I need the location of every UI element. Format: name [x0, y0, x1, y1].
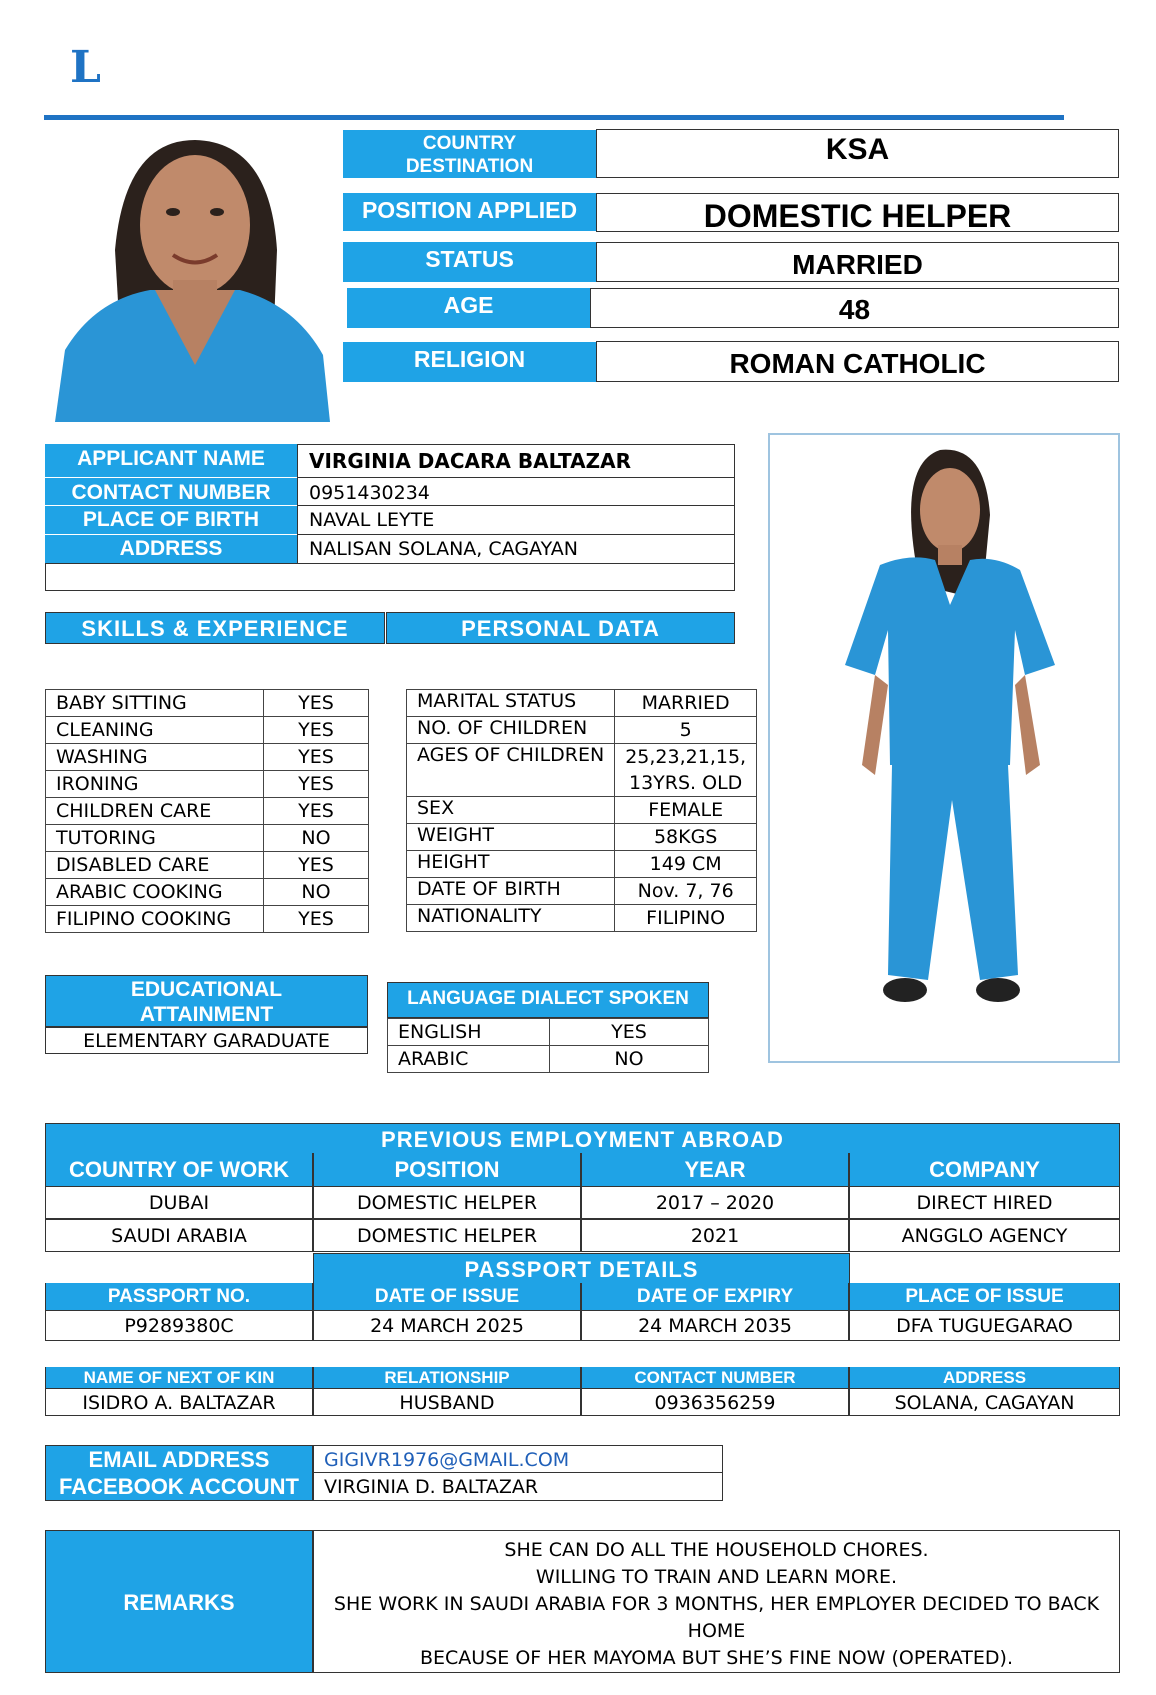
position-applied-label: POSITION APPLIED: [343, 193, 596, 231]
remarks-line: WILLING TO TRAIN AND LEARN MORE.: [535, 1566, 898, 1588]
personal-row: [407, 905, 757, 932]
skill-value: YES: [264, 906, 369, 933]
personal-data-table: [406, 689, 757, 932]
employment-header-cell: COMPANY: [849, 1153, 1120, 1186]
skill-row: [46, 771, 369, 798]
passport-header-cell: DATE OF EXPIRY: [581, 1283, 849, 1310]
kin-cell: SOLANA, CAGAYAN: [849, 1388, 1120, 1416]
personal-label-text: DATE OF BIRTH: [417, 878, 561, 900]
skill-name: CLEANING: [46, 717, 264, 744]
religion-label: RELIGION: [343, 342, 596, 382]
address-label: ADDRESS: [45, 535, 297, 563]
employment-cell: 2017 – 2020: [581, 1186, 849, 1219]
personal-row: [407, 878, 757, 905]
language-value: NO: [550, 1046, 709, 1073]
personal-row: [407, 717, 757, 744]
facebook-label: FACEBOOK ACCOUNT: [45, 1473, 313, 1501]
skill-row: [46, 798, 369, 825]
country-destination-value: KSA: [596, 129, 1119, 178]
passport-cell: P9289380C: [45, 1310, 313, 1341]
skill-name: ARABIC COOKING: [46, 879, 264, 906]
personal-label: [407, 905, 615, 932]
personal-label: [407, 717, 615, 744]
remarks-label: REMARKS: [45, 1530, 313, 1673]
headshot-photo: [55, 130, 330, 422]
skill-row: [46, 879, 369, 906]
language-name: ARABIC: [388, 1046, 550, 1073]
applicant-empty-row: [45, 563, 735, 591]
personal-row: [407, 690, 757, 717]
employment-header-cell: POSITION: [313, 1153, 581, 1186]
employment-cell: SAUDI ARABIA: [45, 1219, 313, 1252]
personal-label: [407, 878, 615, 905]
country-destination-label: COUNTRY DESTINATION: [343, 130, 596, 178]
employment-cell: DUBAI: [45, 1186, 313, 1219]
kin-header-cell: RELATIONSHIP: [313, 1367, 581, 1388]
skill-value: YES: [264, 717, 369, 744]
employment-header-cell: YEAR: [581, 1153, 849, 1186]
education-title-1: EDUCATIONAL: [130, 978, 283, 1001]
personal-label: [407, 824, 615, 851]
skill-row: [46, 690, 369, 717]
passport-header-cell: DATE OF ISSUE: [313, 1283, 581, 1310]
skill-name: DISABLED CARE: [46, 852, 264, 879]
header-rule: [44, 115, 1064, 120]
personal-label-text: WEIGHT: [417, 824, 495, 846]
skill-name: IRONING: [46, 771, 264, 798]
passport-headers: [45, 1283, 1120, 1310]
place-of-birth-label: PLACE OF BIRTH: [45, 506, 297, 534]
personal-value-text: 25,23,21,15,: [625, 746, 747, 768]
personal-value: [615, 905, 757, 932]
personal-value: [615, 824, 757, 851]
row-divider: [297, 534, 735, 535]
employment-cell: DOMESTIC HELPER: [313, 1219, 581, 1252]
skills-section-header: SKILLS & EXPERIENCE: [45, 612, 385, 644]
passport-title: PASSPORT DETAILS: [313, 1253, 850, 1283]
kin-cell: HUSBAND: [313, 1388, 581, 1416]
email-label: EMAIL ADDRESS: [45, 1445, 313, 1473]
employment-header-cell: COUNTRY OF WORK: [45, 1153, 313, 1186]
skill-value: NO: [264, 825, 369, 852]
language-table: [387, 1018, 709, 1073]
skill-value: YES: [264, 744, 369, 771]
age-value: 48: [590, 288, 1119, 328]
skill-row: [46, 744, 369, 771]
passport-header-cell: PLACE OF ISSUE: [849, 1283, 1120, 1310]
personal-label: [407, 690, 615, 717]
language-row: [388, 1019, 709, 1046]
personal-label: [407, 744, 615, 797]
language-row: [388, 1046, 709, 1073]
personal-label-text: NO. OF CHILDREN: [417, 717, 588, 739]
passport-header-cell: PASSPORT NO.: [45, 1283, 313, 1310]
personal-value: [615, 878, 757, 905]
skill-row: [46, 717, 369, 744]
personal-value-text: FEMALE: [648, 799, 724, 821]
age-label: AGE: [347, 288, 590, 328]
skill-value: YES: [264, 690, 369, 717]
skill-name: BABY SITTING: [46, 690, 264, 717]
applicant-name-value: VIRGINIA DACARA BALTAZAR: [309, 449, 631, 473]
position-applied-value: DOMESTIC HELPER: [596, 193, 1119, 232]
skill-row: [46, 825, 369, 852]
religion-value: ROMAN CATHOLIC: [596, 341, 1119, 382]
personal-value-text: 149 CM: [649, 853, 722, 875]
remarks-text: [313, 1530, 1120, 1673]
employment-headers: [45, 1153, 1120, 1186]
personal-label: [407, 797, 615, 824]
personal-row: [407, 744, 757, 797]
passport-cell: 24 MARCH 2025: [313, 1310, 581, 1341]
row-divider: [297, 477, 735, 478]
skill-value: NO: [264, 879, 369, 906]
email-link-text[interactable]: GIGIVR1976@GMAIL.COM: [324, 1449, 570, 1471]
skill-value: YES: [264, 771, 369, 798]
facebook-value: VIRGINIA D. BALTAZAR: [313, 1473, 723, 1501]
address-value: NALISAN SOLANA, CAGAYAN: [309, 538, 578, 560]
education-header: [45, 975, 368, 1027]
kin-header-cell: NAME OF NEXT OF KIN: [45, 1367, 313, 1388]
education-value: ELEMENTARY GARADUATE: [45, 1027, 368, 1054]
status-label: STATUS: [343, 242, 596, 282]
personal-value: [615, 717, 757, 744]
kin-header-cell: CONTACT NUMBER: [581, 1367, 849, 1388]
employment-cell: DIRECT HIRED: [849, 1186, 1120, 1219]
email-link[interactable]: [313, 1445, 723, 1473]
skill-name: CHILDREN CARE: [46, 798, 264, 825]
skill-value: YES: [264, 798, 369, 825]
kin-cell: ISIDRO A. BALTAZAR: [45, 1388, 313, 1416]
personal-value: [615, 797, 757, 824]
skill-name: WASHING: [46, 744, 264, 771]
personal-label-text: AGES OF CHILDREN: [417, 744, 605, 766]
company-logo: L: [70, 42, 101, 93]
language-header: LANGUAGE DIALECT SPOKEN: [387, 982, 709, 1018]
personal-row: [407, 824, 757, 851]
education-title-2: ATTAINMENT: [139, 1003, 274, 1026]
personal-section-header: PERSONAL DATA: [386, 612, 735, 644]
personal-row: [407, 797, 757, 824]
personal-value-text: 5: [679, 719, 692, 741]
contact-number-value: 0951430234: [309, 482, 430, 504]
kin-cell: 0936356259: [581, 1388, 849, 1416]
remarks-line: SHE WORK IN SAUDI ARABIA FOR 3 MONTHS, HER EMPLOYER DECIDED TO BACK HOME: [333, 1593, 1100, 1642]
skill-row: [46, 906, 369, 933]
personal-value: [615, 744, 757, 797]
personal-label-text: MARITAL STATUS: [417, 690, 577, 712]
personal-label: [407, 851, 615, 878]
place-of-birth-value: NAVAL LEYTE: [309, 509, 435, 531]
remarks-line: SHE CAN DO ALL THE HOUSEHOLD CHORES.: [504, 1539, 929, 1561]
kin-headers: [45, 1367, 1120, 1388]
applicant-name-label: APPLICANT NAME: [45, 444, 297, 477]
full-body-photo: [768, 433, 1120, 1063]
personal-value-text: Nov. 7, 76: [637, 880, 734, 902]
personal-value: [615, 690, 757, 717]
skill-name: FILIPINO COOKING: [46, 906, 264, 933]
skills-table: [45, 689, 369, 933]
employment-cell: 2021: [581, 1219, 849, 1252]
skill-row: [46, 852, 369, 879]
personal-value-line2: 13YRS. OLD: [629, 772, 743, 794]
contact-number-label: CONTACT NUMBER: [45, 478, 297, 505]
personal-label-text: SEX: [417, 797, 455, 819]
personal-value: [615, 851, 757, 878]
personal-row: [407, 851, 757, 878]
personal-value-text: 58KGS: [653, 826, 718, 848]
passport-cell: DFA TUGUEGARAO: [849, 1310, 1120, 1341]
personal-value-text: MARRIED: [641, 692, 730, 714]
kin-header-cell: ADDRESS: [849, 1367, 1120, 1388]
row-divider: [297, 505, 735, 506]
skill-name: TUTORING: [46, 825, 264, 852]
language-value: YES: [550, 1019, 709, 1046]
personal-value-text: FILIPINO: [646, 907, 726, 929]
employment-title: PREVIOUS EMPLOYMENT ABROAD: [45, 1123, 1120, 1153]
language-name: ENGLISH: [388, 1019, 550, 1046]
status-value: MARRIED: [596, 242, 1119, 282]
employment-cell: ANGGLO AGENCY: [849, 1219, 1120, 1252]
personal-label-text: HEIGHT: [417, 851, 490, 873]
personal-label-text: NATIONALITY: [417, 905, 542, 927]
skill-value: YES: [264, 852, 369, 879]
passport-cell: 24 MARCH 2035: [581, 1310, 849, 1341]
remarks-line: BECAUSE OF HER MAYOMA BUT SHE’S FINE NOW (OPERATED).: [420, 1647, 1013, 1669]
employment-cell: DOMESTIC HELPER: [313, 1186, 581, 1219]
